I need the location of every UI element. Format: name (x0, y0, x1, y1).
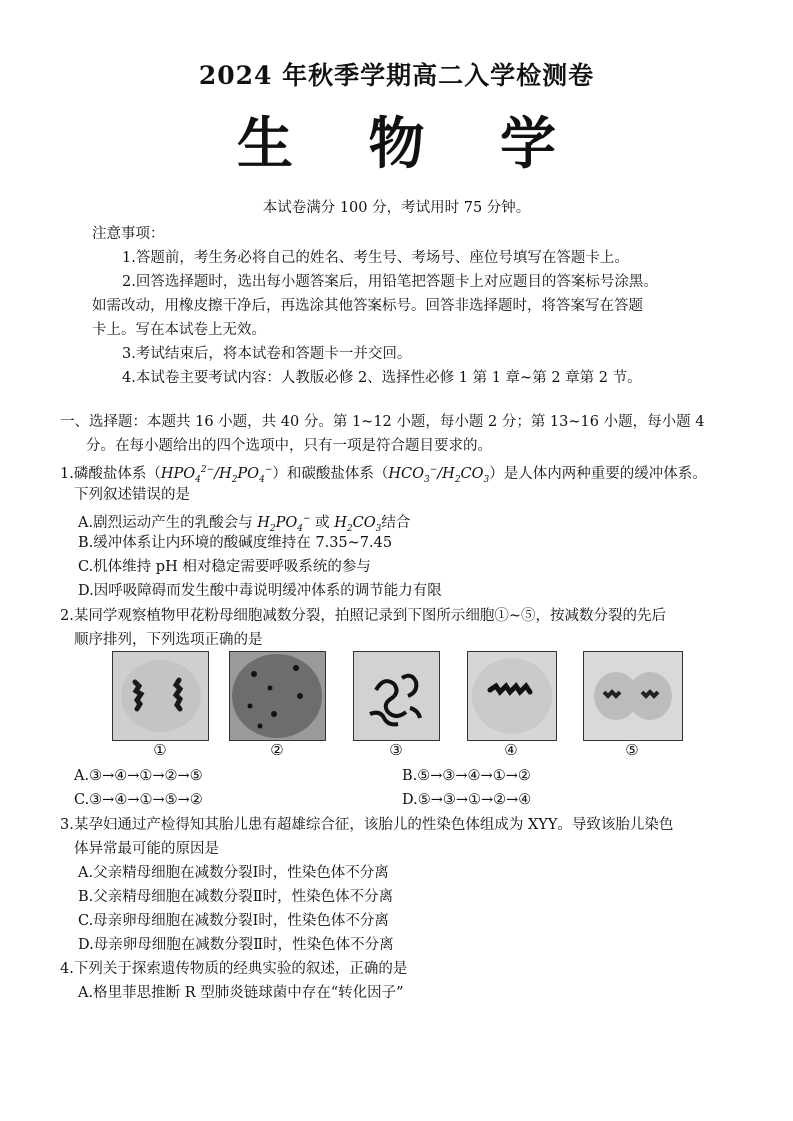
note-1: 1.答题前，考生务必将自己的姓名、考生号、考场号、座位号填写在答题卡上。 (122, 250, 629, 266)
q2-stem: 2.某同学观察植物甲花粉母细胞减数分裂，拍照记录到下图所示细胞①~⑤，按减数分裂的先后 (60, 608, 666, 624)
q1-option-d: D.因呼吸障碍而发生酸中毒说明缓冲体系的调节能力有限 (78, 583, 442, 599)
q1-formula-phosphate: $HPO_4^{2-}/H_2PO_4^-$ (160, 465, 273, 485)
note-2-cont: 如需改动，用橡皮擦干净后，再选涂其他答案标号。回答非选择题时，将答案写在答题 (92, 298, 643, 314)
q1-stem-cont: 下列叙述错误的是 (74, 487, 190, 503)
note-4: 4.本试卷主要考试内容：人教版必修 2、选择性必修 1 第 1 章~第 2 章第 2 节。 (122, 370, 642, 386)
q3-option-c: C.母亲卵母细胞在减数分裂Ⅰ时，性染色体不分离 (78, 913, 389, 929)
cell-label-4: ④ (504, 741, 518, 759)
q3-option-d: D.母亲卵母细胞在减数分裂Ⅱ时，性染色体不分离 (78, 937, 394, 953)
note-2-cont2: 卡上。写在本试卷上无效。 (92, 322, 266, 338)
q3-stem-cont: 体异常最可能的原因是 (74, 841, 219, 857)
notes-heading: 注意事项： (92, 226, 165, 242)
cell-photo-2 (229, 651, 326, 741)
q2-option-c: C.③→④→①→⑤→② (74, 792, 203, 808)
cell-photo-1 (112, 651, 209, 741)
cell-photos (0, 651, 793, 761)
q1-option-a: A.剧烈运动产生的乳酸会与 $H_2PO_4^-$ 或 $H_2CO_3$结合 (78, 514, 411, 534)
q1-option-c: C.机体维持 pH 相对稳定需要呼吸系统的参与 (78, 559, 371, 575)
cell-label-2: ② (270, 741, 284, 759)
q1-formula-carbonate: $HCO_3^-/H_2CO_3$ (388, 465, 490, 485)
q1-stem: 1.磷酸盐体系$(HPO_4^{2-}/H_2PO_4^-)$和碳酸盐体系$(HCO_3^-/H_2CO_3)$是人体内两种重要的缓冲体系。 (60, 465, 707, 485)
q2-option-a: A.③→④→①→②→⑤ (74, 768, 203, 784)
cell-photo-4 (467, 651, 557, 741)
q2-option-b: B.⑤→③→④→①→② (402, 768, 531, 784)
q1-option-b: B.缓冲体系让内环境的酸碱度维持在 7.35~7.45 (78, 535, 393, 551)
q4-stem: 4.下列关于探索遗传物质的经典实验的叙述，正确的是 (60, 961, 408, 977)
exam-info: 本试卷满分 100 分，考试用时 75 分钟。 (262, 200, 531, 216)
q3-stem: 3.某孕妇通过产检得知其胎儿患有超雄综合征，该胎儿的性染色体组成为 XYY。导致该胎儿染色 (60, 817, 674, 833)
q3-option-a: A.父亲精母细胞在减数分裂Ⅰ时，性染色体不分离 (78, 865, 389, 881)
note-2: 2.回答选择题时，选出每小题答案后，用铅笔把答题卡上对应题目的答案标号涂黑。 (122, 274, 658, 290)
cell-photo-5 (583, 651, 683, 741)
q4-option-a: A.格里菲思推断 R 型肺炎链球菌中存在“转化因子” (78, 985, 404, 1001)
exam-title: 2024 年秋季学期高二入学检测卷 (198, 61, 595, 90)
cell-label-1: ① (153, 741, 167, 759)
q2-option-d: D.⑤→③→①→②→④ (402, 792, 532, 808)
cell-label-5: ⑤ (625, 741, 639, 759)
note-3: 3.考试结束后，将本试卷和答题卡一并交回。 (122, 346, 412, 362)
cell-photo-3 (353, 651, 440, 741)
q3-option-b: B.父亲精母细胞在减数分裂Ⅱ时，性染色体不分离 (78, 889, 394, 905)
section-heading: 一、选择题：本题共 16 小题，共 40 分。第 1~12 小题，每小题 2 分；第 13~16 小题，每小题 4 (60, 414, 705, 430)
section-heading-cont: 分。在每小题给出的四个选项中，只有一项是符合题目要求的。 (86, 438, 492, 454)
subject-title: 生 物 学 (237, 111, 584, 177)
cell-label-3: ③ (389, 741, 403, 759)
q2-stem-cont: 顺序排列，下列选项正确的是 (74, 632, 263, 648)
